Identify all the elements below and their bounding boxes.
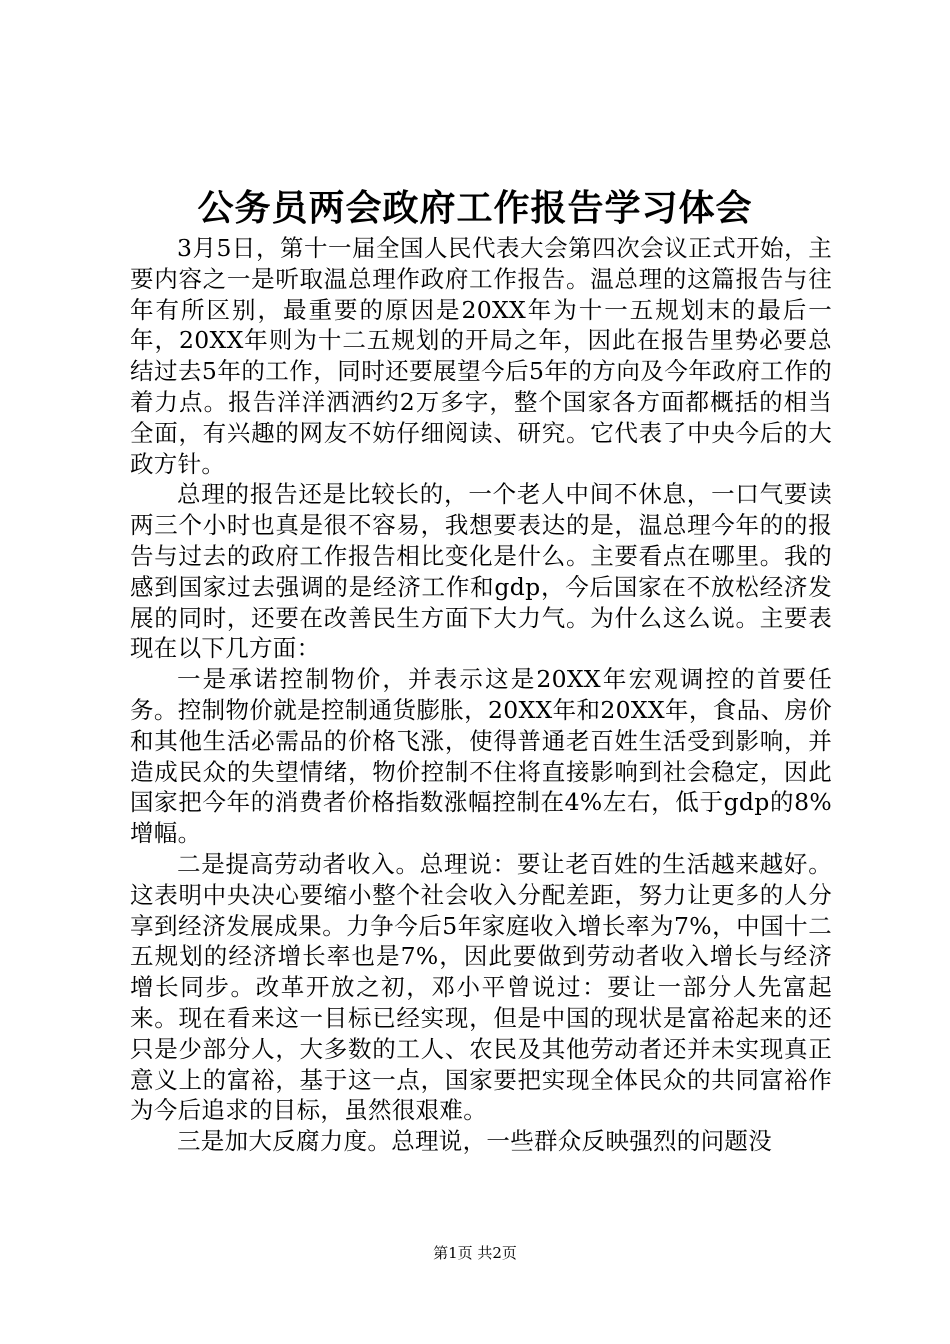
document-title: 公务员两会政府工作报告学习体会	[197, 187, 753, 229]
paragraph-4: 二是提高劳动者收入。总理说：要让老百姓的生活越来越好。这表明中央决心要缩小整个社会收入分配差距，努力让更多的人分享到经济发展成果。力争今后5年家庭收入增长率为7%，中国十二五规划的经济增长率也是7%，因此要做到劳动者收入增长与经济增长同步。改革开放之初，邓小平曾说过：要让一部分人先富起来。现在看来这一目标已经实现，但是中国的现状是富裕起来的还只是少部分人，大多数的工人、农民及其他劳动者还并未实现真正意义上的富裕，基于这一点，国家要把实现全体民众的共同富裕作为今后追求的目标，虽然很艰难。	[130, 849, 832, 1125]
paragraph-2: 总理的报告还是比较长的，一个老人中间不休息，一口气要读两三个小时也真是很不容易，我想要表达的是，温总理今年的的报告与过去的政府工作报告相比变化是什么。主要看点在哪里。我的感到国家过去强调的是经济工作和gdp，今后国家在不放松经济发展的同时，还要在改善民生方面下大力气。为什么这么说。主要表现在以下几方面：	[130, 480, 832, 663]
paragraph-1: 3月5日，第十一届全国人民代表大会第四次会议正式开始，主要内容之一是听取温总理作政府工作报告。温总理的这篇报告与往年有所区别，最重要的原因是20XX年为十一五规划末的最后一年，20XX年则为十二五规划的开局之年，因此在报告里势必要总结过去5年的工作，同时还要展望今后5年的方向及今年政府工作的着力点。报告洋洋洒洒约2万多字，整个国家各方面都概括的相当全面，有兴趣的网友不妨仔细阅读、研究。它代表了中央今后的大政方针。	[130, 234, 832, 478]
document-body	[130, 233, 832, 1157]
page-footer: 第1页 共2页	[433, 1244, 517, 1262]
paragraph-5: 三是加大反腐力度。总理说，一些群众反映强烈的问题没	[177, 1127, 772, 1156]
paragraph-3: 一是承诺控制物价，并表示这是20XX年宏观调控的首要任务。控制物价就是控制通货膨胀，20XX年和20XX年，食品、房价和其他生活必需品的价格飞涨，使得普通老百姓生活受到影响，并造成民众的失望情绪，物价控制不住将直接影响到社会稳定，因此国家把今年的消费者价格指数涨幅控制在4%左右，低于gdp的8%增幅。	[130, 665, 832, 848]
